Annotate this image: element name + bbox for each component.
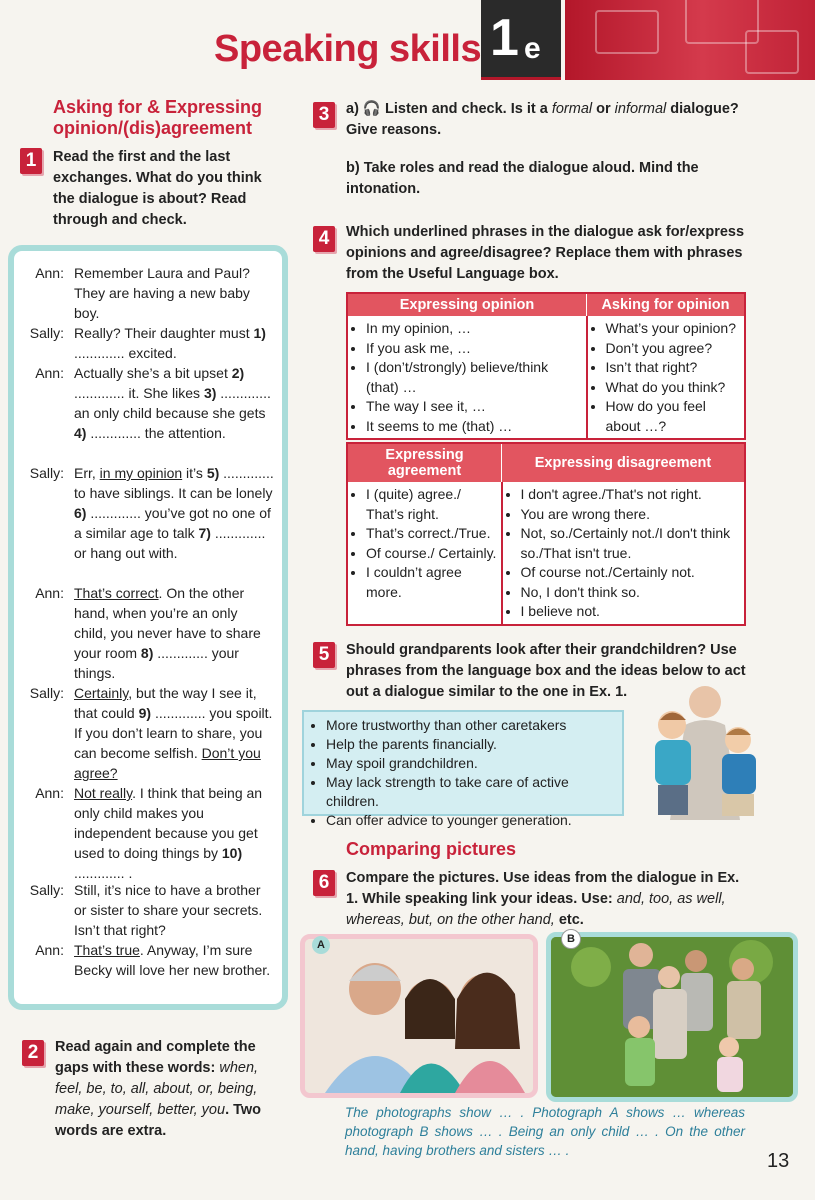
list-item: • I don't agree./That's not right. (521, 485, 741, 505)
list-item: • What’s your opinion? (606, 319, 741, 339)
list-item: • It seems to me (that) … (366, 417, 582, 437)
idea-item: • May spoil grandchildren. (326, 754, 622, 773)
speaker-name: Ann: (35, 785, 64, 801)
list-item: • Of course./ Certainly. (366, 544, 497, 564)
dialogue-text: Actually she’s a bit upset 2) ............. it. She likes 3) ............. an only child because she gets 4) ............. the attention. (74, 365, 271, 441)
speaker-name: Sally: (29, 325, 64, 341)
comparing-pictures-title: Comparing pictures (346, 839, 517, 859)
exercise-2-instruction: Read again and complete the gaps with these words: when, feel, be, to, all, about, or, being, make, yourself, better, you. Two words are extra. (55, 1039, 262, 1139)
exercise-5-instruction: Should grandparents look after their grandchildren? Use phrases from the language box and the ideas below to act out a dialogue similar to the one in Ex. 1. (346, 642, 746, 700)
opinion-table (346, 292, 746, 440)
speaker-name: Sally: (29, 465, 64, 481)
list-item: • What do you think? (606, 378, 741, 398)
header-banner (565, 0, 815, 80)
speaker-name: Ann: (35, 365, 64, 381)
table-header: Expressing disagreement (502, 443, 746, 483)
exercise-number-3: 3 (313, 102, 335, 128)
list-item: • Don’t you agree? (606, 339, 741, 359)
list-item: • I (don’t/strongly) believe/think (that) … (366, 358, 582, 397)
speaker-name: Sally: (29, 685, 64, 701)
photo-a (300, 934, 538, 1098)
exercise-number-2: 2 (22, 1040, 44, 1066)
exercise-number-4: 4 (313, 226, 335, 252)
exercise-6-instruction: Compare the pictures. Use ideas from the dialogue in Ex. 1. While speaking link your ideas. Use: and, too, as well, whereas, but, on the other hand, etc. (346, 870, 740, 928)
dialogue-text: Really? Their daughter must 1) ............. excited. (74, 325, 266, 361)
list-item: • If you ask me, … (366, 339, 582, 359)
table-header: Expressing agreement (347, 443, 502, 483)
agreement-list (352, 485, 497, 602)
dialogue-text: That’s correct. On the other hand, when you’re an only child, you never have to share your room 8) ............. your things. (74, 585, 261, 681)
photo-a-label: A (312, 936, 330, 954)
unit-letter: e (524, 32, 541, 65)
asking-opinion-list (592, 319, 741, 436)
list-item: • That’s correct./True. (366, 524, 497, 544)
grandparent-photo (630, 680, 770, 840)
idea-item: • Help the parents financially. (326, 735, 622, 754)
speaker-name: Ann: (35, 265, 64, 281)
speaker-name: Ann: (35, 942, 64, 958)
photo-b-label: B (561, 929, 581, 949)
section-title: Asking for & Expressing opinion/(dis)agreement (53, 97, 263, 138)
list-item: • Isn’t that right? (606, 358, 741, 378)
exercise-number-6: 6 (313, 870, 335, 896)
table-header: Expressing opinion (347, 293, 587, 317)
agreement-table (346, 442, 746, 626)
list-item: • Of course not./Certainly not. (521, 563, 741, 583)
dialogue-text: Certainly, but the way I see it, that could 9) ............. you spoilt. If you don’t learn to share, you can become selfish. Don’t you agree? (74, 685, 273, 781)
speaker-name: Sally: (29, 882, 64, 898)
exercise-3a-instruction: a) 🎧 Listen and check. Is it a formal or informal dialogue? Give reasons. (346, 101, 739, 138)
page-title: Speaking skills (214, 28, 482, 70)
list-item: • You are wrong there. (521, 505, 741, 525)
caption: The photographs show … . Photograph A shows … whereas photograph B shows … . Being an only child … . On the other hand, having brothers and sisters … . (345, 1105, 745, 1158)
dialogue-text: Not really. I think that being an only child makes you independent because you get used to doing things by 10) ............. . (74, 785, 263, 881)
page-number: 13 (767, 1150, 790, 1172)
list-item: • In my opinion, … (366, 319, 582, 339)
expressing-opinion-list (352, 319, 582, 436)
idea-item: • Can offer advice to younger generation. (326, 811, 622, 830)
table-header: Asking for opinion (587, 293, 746, 317)
dialogue-text: Remember Laura and Paul? They are having a new baby boy. (74, 265, 250, 321)
list-item: • I couldn’t agree more. (366, 563, 497, 602)
idea-item: • More trustworthy than other caretakers (326, 716, 622, 735)
ideas-box (302, 710, 624, 828)
list-item: • No, I don't think so. (521, 583, 741, 603)
list-item: • How do you feel about …? (606, 397, 741, 436)
dialogue-text: That’s true. Anyway, I’m sure Becky will love her new brother. (74, 942, 271, 978)
unit-number: 1 (490, 9, 519, 67)
dialogue-text: Err, in my opinion it’s 5) ............. to have siblings. It can be lonely 6) ............. you’ve got no one of a similar age to talk 7) ............. or hang out with. (74, 465, 274, 561)
exercise-3b-instruction: b) Take roles and read the dialogue aloud. Mind the intonation. (346, 160, 699, 197)
dialogue-text: Still, it’s nice to have a brother or sister to share your secrets. Isn’t that right? (74, 882, 263, 938)
list-item: • I (quite) agree./ That’s right. (366, 485, 497, 524)
disagreement-list (507, 485, 741, 622)
speaker-name: Ann: (35, 585, 64, 601)
list-item: • Not, so./Certainly not./I don't think so./That isn't true. (521, 524, 741, 563)
exercise-number-5: 5 (313, 642, 335, 668)
photo-b (546, 932, 798, 1102)
exercise-4-instruction: Which underlined phrases in the dialogue ask for/express opinions and agree/disagree? Replace them with phrases from the Useful Language box. (346, 224, 745, 282)
exercise-1-instruction: Read the first and the last exchanges. What do you think the dialogue is about? Read through and check. (53, 149, 262, 228)
list-item: • The way I see it, … (366, 397, 582, 417)
list-item: • I believe not. (521, 602, 741, 622)
idea-item: • May lack strength to take care of active children. (326, 773, 622, 811)
exercise-number-1: 1 (20, 148, 42, 174)
